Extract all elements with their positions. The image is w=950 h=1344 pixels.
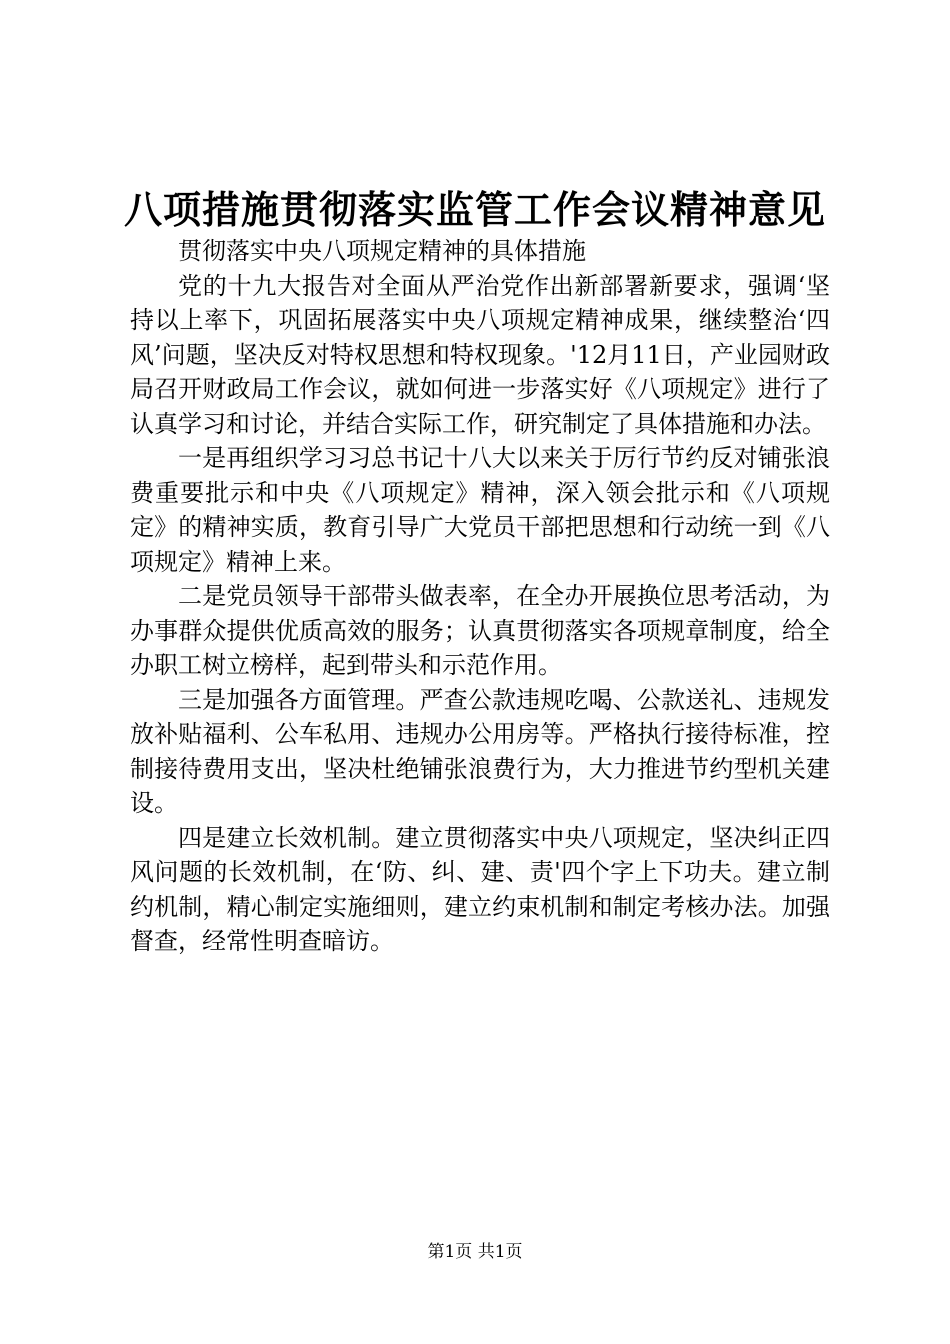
paragraph-measure-1: 一是再组织学习习总书记十八大以来关于厉行节约反对铺张浪费重要批示和中央《八项规定》精神，深入领会批示和《八项规定》的精神实质，教育引导广大党员干部把思想和行动统一到《八项规定》精神上来。 (130, 444, 830, 576)
paragraph-measure-3: 三是加强各方面管理。严查公款违规吃喝、公款送礼、违规发放补贴福利、公车私用、违规办公用房等。严格执行接待标准，控制接待费用支出，坚决杜绝铺张浪费行为，大力推进节约型机关建设。 (130, 685, 830, 817)
document-body (130, 234, 830, 959)
paragraph-measure-2: 二是党员领导干部带头做表率，在全办开展换位思考活动，为办事群众提供优质高效的服务；认真贯彻落实各项规章制度，给全办职工树立榜样，起到带头和示范作用。 (130, 582, 830, 679)
paragraph-measure-4: 四是建立长效机制。建立贯彻落实中央八项规定，坚决纠正四风问题的长效机制，在‘防、纠、建、责'四个字上下功夫。建立制约机制，精心制定实施细则，建立约束机制和制定考核办法。加强督查，经常性明查暗访。 (130, 823, 830, 955)
paragraph-subtitle: 贯彻落实中央八项规定精神的具体措施 (178, 237, 586, 265)
page-footer: 第1页 共1页 (427, 1242, 523, 1262)
document-title: 八项措施贯彻落实监管工作会议精神意见 (123, 187, 826, 232)
paragraph-intro: 党的十九大报告对全面从严治党作出新部署新要求，强调‘坚持以上率下，巩固拓展落实中央八项规定精神成果，继续整治‘四风’问题，坚决反对特权思想和特权现象。'12月11日，产业园财政局召开财政局工作会议，就如何进一步落实好《八项规定》进行了认真学习和讨论，并结合实际工作，研究制定了具体措施和办法。 (130, 271, 830, 438)
